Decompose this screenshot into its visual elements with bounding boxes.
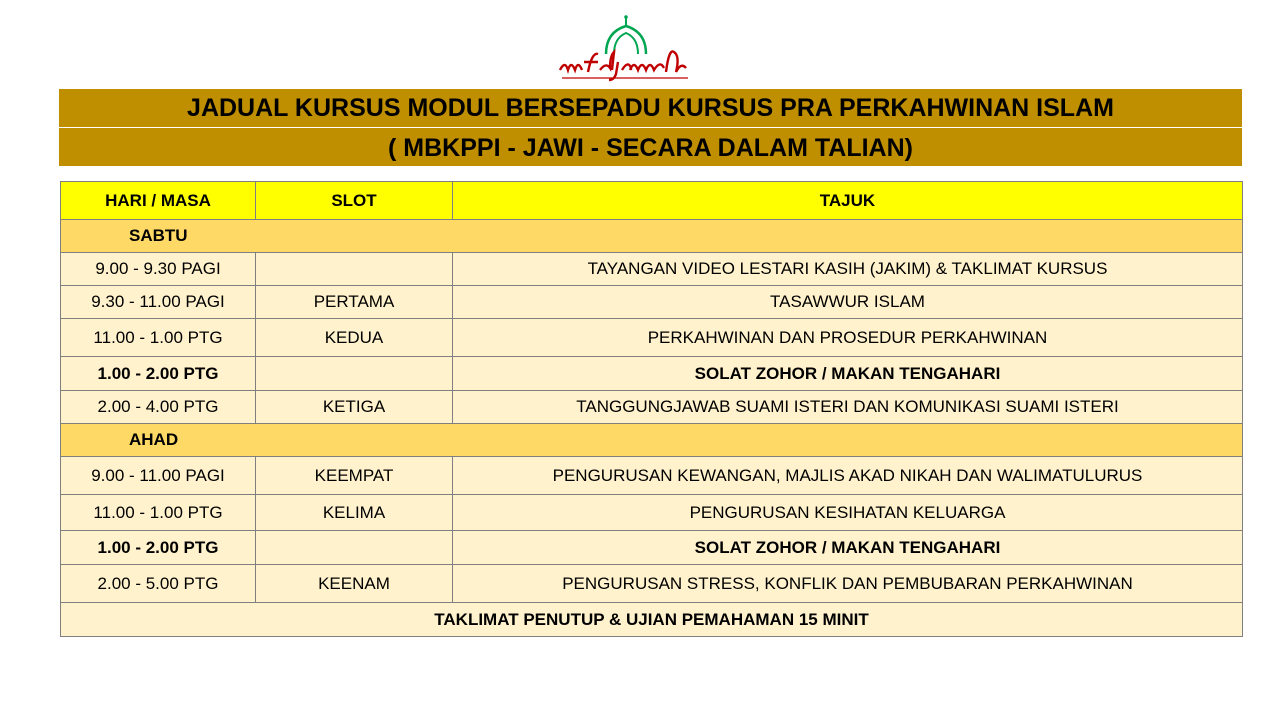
time-cell: 2.00 - 4.00 PTG — [61, 391, 256, 424]
topic-cell: PENGURUSAN STRESS, KONFLIK DAN PEMBUBARAN PERKAHWINAN — [453, 565, 1243, 603]
schedule-table — [60, 181, 1243, 637]
header-slot: SLOT — [256, 182, 453, 220]
page-title-line-2: ( MBKPPI - JAWI - SECARA DALAM TALIAN) — [59, 128, 1242, 166]
slot-cell: KEDUA — [256, 319, 453, 357]
slot-cell: KEEMPAT — [256, 457, 453, 495]
table-row — [61, 495, 1243, 531]
topic-cell: TASAWWUR ISLAM — [453, 286, 1243, 319]
time-cell: 1.00 - 2.00 PTG — [61, 357, 256, 391]
topic-cell: SOLAT ZOHOR / MAKAN TENGAHARI — [453, 357, 1243, 391]
time-cell: 11.00 - 1.00 PTG — [61, 495, 256, 531]
table-header-row — [61, 182, 1243, 220]
closing-cell: TAKLIMAT PENUTUP & UJIAN PEMAHAMAN 15 MINIT — [61, 603, 1243, 637]
table-row — [61, 253, 1243, 286]
table-row-break — [61, 531, 1243, 565]
topic-cell: SOLAT ZOHOR / MAKAN TENGAHARI — [453, 531, 1243, 565]
table-row-closing — [61, 603, 1243, 637]
table-row — [61, 286, 1243, 319]
day-label: AHAD — [61, 424, 1243, 457]
time-cell: 9.00 - 11.00 PAGI — [61, 457, 256, 495]
slot-cell — [256, 531, 453, 565]
table-row-break — [61, 357, 1243, 391]
day-row-sabtu — [61, 220, 1243, 253]
mosque-dome-icon — [556, 14, 696, 84]
time-cell: 2.00 - 5.00 PTG — [61, 565, 256, 603]
table-row — [61, 457, 1243, 495]
time-cell: 1.00 - 2.00 PTG — [61, 531, 256, 565]
day-label: SABTU — [61, 220, 1243, 253]
header-time: HARI / MASA — [61, 182, 256, 220]
slot-cell: KEENAM — [256, 565, 453, 603]
topic-cell: TANGGUNGJAWAB SUAMI ISTERI DAN KOMUNIKASI SUAMI ISTERI — [453, 391, 1243, 424]
topic-cell: PENGURUSAN KESIHATAN KELUARGA — [453, 495, 1243, 531]
slot-cell — [256, 357, 453, 391]
slot-cell: KETIGA — [256, 391, 453, 424]
table-row — [61, 319, 1243, 357]
slot-cell: KELIMA — [256, 495, 453, 531]
topic-cell: TAYANGAN VIDEO LESTARI KASIH (JAKIM) & TAKLIMAT KURSUS — [453, 253, 1243, 286]
time-cell: 9.00 - 9.30 PAGI — [61, 253, 256, 286]
page-title-line-1: JADUAL KURSUS MODUL BERSEPADU KURSUS PRA PERKAHWINAN ISLAM — [59, 89, 1242, 127]
topic-cell: PERKAHWINAN DAN PROSEDUR PERKAHWINAN — [453, 319, 1243, 357]
slot-cell: PERTAMA — [256, 286, 453, 319]
time-cell: 11.00 - 1.00 PTG — [61, 319, 256, 357]
mfdjannah-logo — [556, 14, 696, 84]
slot-cell — [256, 253, 453, 286]
table-row — [61, 391, 1243, 424]
topic-cell: PENGURUSAN KEWANGAN, MAJLIS AKAD NIKAH DAN WALIMATULURUS — [453, 457, 1243, 495]
header-topic: TAJUK — [453, 182, 1243, 220]
time-cell: 9.30 - 11.00 PAGI — [61, 286, 256, 319]
day-row-ahad — [61, 424, 1243, 457]
table-row — [61, 565, 1243, 603]
